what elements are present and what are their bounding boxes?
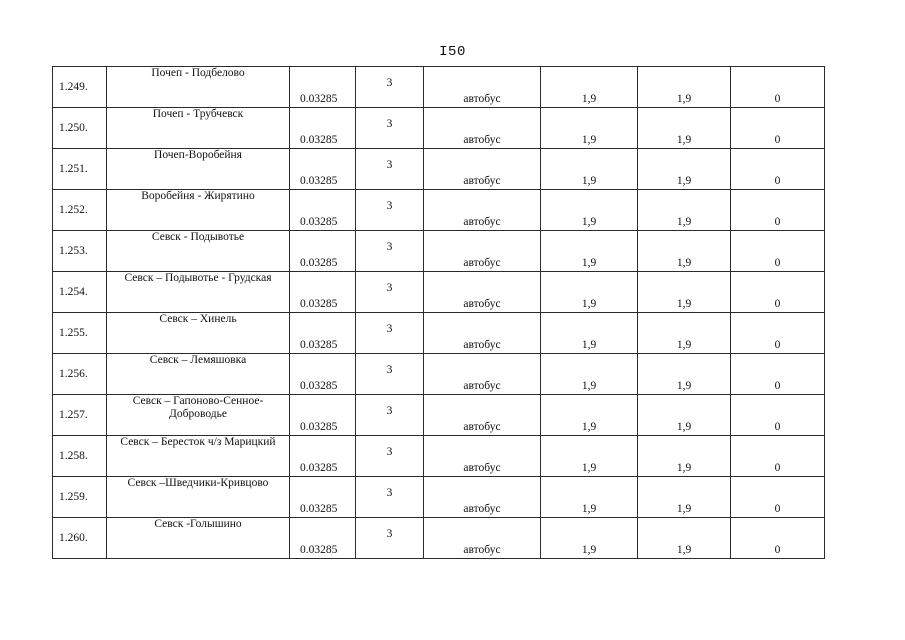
value-2: 1,9	[676, 216, 692, 228]
coefficient: 0.03285	[300, 380, 338, 392]
class-cell	[356, 477, 424, 518]
value-1: 1,9	[581, 339, 597, 351]
vehicle-class: 3	[386, 282, 393, 294]
value-3: 0	[774, 216, 781, 228]
value-3-cell	[731, 149, 825, 190]
transport-type-cell	[424, 518, 541, 559]
table-row	[53, 436, 825, 477]
table-row	[53, 231, 825, 272]
value-2-cell	[638, 354, 731, 395]
value-1: 1,9	[581, 93, 597, 105]
value-2: 1,9	[676, 257, 692, 269]
coefficient-cell	[290, 67, 356, 108]
class-cell	[356, 518, 424, 559]
value-3: 0	[774, 134, 781, 146]
value-3: 0	[774, 462, 781, 474]
value-3-cell	[731, 477, 825, 518]
transport-type: автобус	[463, 503, 501, 515]
value-2-cell	[638, 477, 731, 518]
vehicle-class: 3	[386, 446, 393, 458]
value-2: 1,9	[676, 380, 692, 392]
transport-type: автобус	[463, 216, 501, 228]
coefficient-cell	[290, 108, 356, 149]
class-cell	[356, 436, 424, 477]
class-cell	[356, 108, 424, 149]
vehicle-class: 3	[386, 77, 393, 89]
route-name: Севск -Голышино	[154, 518, 242, 530]
value-3-cell	[731, 67, 825, 108]
value-3: 0	[774, 298, 781, 310]
route-name-cell	[107, 149, 290, 190]
vehicle-class: 3	[386, 364, 393, 376]
value-1-cell	[541, 436, 638, 477]
route-name-cell	[107, 354, 290, 395]
transport-type: автобус	[463, 380, 501, 392]
route-name-cell	[107, 231, 290, 272]
transport-type-cell	[424, 395, 541, 436]
coefficient: 0.03285	[300, 257, 338, 269]
value-3: 0	[774, 339, 781, 351]
value-2-cell	[638, 395, 731, 436]
table-row	[53, 190, 825, 231]
transport-type: автобус	[463, 93, 501, 105]
value-3-cell	[731, 518, 825, 559]
row-number: 1.251.	[59, 163, 88, 175]
value-1: 1,9	[581, 503, 597, 515]
value-2: 1,9	[676, 298, 692, 310]
row-number-cell	[53, 313, 107, 354]
value-1: 1,9	[581, 175, 597, 187]
route-name-cell	[107, 395, 290, 436]
value-2: 1,9	[676, 503, 692, 515]
value-3-cell	[731, 272, 825, 313]
row-number: 1.252.	[59, 204, 88, 216]
row-number: 1.255.	[59, 327, 88, 339]
row-number: 1.260.	[59, 532, 88, 544]
row-number: 1.258.	[59, 450, 88, 462]
value-2: 1,9	[676, 93, 692, 105]
coefficient: 0.03285	[300, 134, 338, 146]
value-1-cell	[541, 518, 638, 559]
transport-type: автобус	[463, 257, 501, 269]
value-2-cell	[638, 67, 731, 108]
value-3: 0	[774, 380, 781, 392]
value-1-cell	[541, 354, 638, 395]
table-row	[53, 67, 825, 108]
value-3-cell	[731, 354, 825, 395]
class-cell	[356, 354, 424, 395]
table-row	[53, 395, 825, 436]
vehicle-class: 3	[386, 528, 393, 540]
route-name: Почеп - Трубчевск	[152, 108, 244, 120]
value-2: 1,9	[676, 462, 692, 474]
value-1-cell	[541, 272, 638, 313]
value-1: 1,9	[581, 380, 597, 392]
transport-type: автобус	[463, 544, 501, 556]
route-name-cell	[107, 67, 290, 108]
coefficient-cell	[290, 190, 356, 231]
value-1-cell	[541, 231, 638, 272]
value-3-cell	[731, 436, 825, 477]
value-1-cell	[541, 313, 638, 354]
row-number-cell	[53, 436, 107, 477]
transport-type-cell	[424, 477, 541, 518]
class-cell	[356, 149, 424, 190]
transport-type-cell	[424, 190, 541, 231]
coefficient: 0.03285	[300, 339, 338, 351]
transport-type: автобус	[463, 175, 501, 187]
coefficient-cell	[290, 477, 356, 518]
value-1-cell	[541, 395, 638, 436]
route-name: Почеп-Воробейня	[154, 149, 242, 161]
value-3: 0	[774, 257, 781, 269]
row-number: 1.254.	[59, 286, 88, 298]
value-3: 0	[774, 503, 781, 515]
row-number-cell	[53, 190, 107, 231]
route-name-cell	[107, 272, 290, 313]
coefficient-cell	[290, 272, 356, 313]
transport-type: автобус	[463, 134, 501, 146]
class-cell	[356, 67, 424, 108]
coefficient: 0.03285	[300, 421, 338, 433]
value-2: 1,9	[676, 134, 692, 146]
route-name: Севск – Лемяшовка	[149, 354, 247, 366]
route-name: Севск – Хинель	[159, 313, 237, 325]
transport-type-cell	[424, 108, 541, 149]
table-row	[53, 149, 825, 190]
coefficient: 0.03285	[300, 544, 338, 556]
value-1-cell	[541, 67, 638, 108]
value-3-cell	[731, 395, 825, 436]
transport-type: автобус	[463, 298, 501, 310]
class-cell	[356, 190, 424, 231]
value-1: 1,9	[581, 421, 597, 433]
table-row	[53, 108, 825, 149]
row-number: 1.250.	[59, 122, 88, 134]
value-2-cell	[638, 313, 731, 354]
coefficient-cell	[290, 518, 356, 559]
value-2: 1,9	[676, 339, 692, 351]
transport-type-cell	[424, 354, 541, 395]
coefficient-cell	[290, 395, 356, 436]
transport-type: автобус	[463, 462, 501, 474]
value-1: 1,9	[581, 216, 597, 228]
transport-type: автобус	[463, 421, 501, 433]
row-number-cell	[53, 231, 107, 272]
value-2: 1,9	[676, 544, 692, 556]
route-name-cell	[107, 190, 290, 231]
row-number-cell	[53, 477, 107, 518]
route-name: Севск – Бересток ч/з Марицкий	[120, 436, 276, 448]
value-1-cell	[541, 108, 638, 149]
vehicle-class: 3	[386, 159, 393, 171]
value-2-cell	[638, 190, 731, 231]
table-body	[53, 67, 825, 559]
transport-type-cell	[424, 231, 541, 272]
value-1: 1,9	[581, 298, 597, 310]
value-1-cell	[541, 477, 638, 518]
row-number: 1.253.	[59, 245, 88, 257]
route-name-cell	[107, 518, 290, 559]
value-2-cell	[638, 108, 731, 149]
table-row	[53, 313, 825, 354]
value-3: 0	[774, 544, 781, 556]
transport-type-cell	[424, 313, 541, 354]
page-number: I50	[439, 44, 466, 60]
route-name: Севск – Гапоново-Сенное-Доброводье	[132, 395, 264, 420]
value-2-cell	[638, 231, 731, 272]
row-number-cell	[53, 395, 107, 436]
coefficient-cell	[290, 313, 356, 354]
row-number: 1.257.	[59, 409, 88, 421]
class-cell	[356, 395, 424, 436]
value-2-cell	[638, 518, 731, 559]
coefficient-cell	[290, 436, 356, 477]
value-2: 1,9	[676, 175, 692, 187]
value-2-cell	[638, 272, 731, 313]
value-1-cell	[541, 190, 638, 231]
coefficient: 0.03285	[300, 298, 338, 310]
value-3-cell	[731, 190, 825, 231]
table-row	[53, 272, 825, 313]
value-3: 0	[774, 175, 781, 187]
coefficient: 0.03285	[300, 216, 338, 228]
coefficient: 0.03285	[300, 93, 338, 105]
coefficient: 0.03285	[300, 175, 338, 187]
transport-type: автобус	[463, 339, 501, 351]
row-number-cell	[53, 149, 107, 190]
value-3-cell	[731, 231, 825, 272]
route-name-cell	[107, 477, 290, 518]
row-number-cell	[53, 354, 107, 395]
transport-type-cell	[424, 149, 541, 190]
table-row	[53, 518, 825, 559]
value-3: 0	[774, 421, 781, 433]
route-name-cell	[107, 108, 290, 149]
value-2-cell	[638, 149, 731, 190]
vehicle-class: 3	[386, 200, 393, 212]
route-name-cell	[107, 436, 290, 477]
value-2: 1,9	[676, 421, 692, 433]
route-name: Севск –Шведчики-Кривцово	[127, 477, 269, 489]
class-cell	[356, 313, 424, 354]
coefficient-cell	[290, 354, 356, 395]
vehicle-class: 3	[386, 241, 393, 253]
transport-type-cell	[424, 272, 541, 313]
value-3: 0	[774, 93, 781, 105]
transport-type-cell	[424, 67, 541, 108]
table-row	[53, 354, 825, 395]
coefficient: 0.03285	[300, 462, 338, 474]
value-1: 1,9	[581, 544, 597, 556]
route-name: Севск – Подывотье - Грудская	[124, 272, 272, 284]
coefficient-cell	[290, 149, 356, 190]
route-name: Севск - Подывотье	[151, 231, 245, 243]
value-3-cell	[731, 108, 825, 149]
row-number-cell	[53, 518, 107, 559]
value-1: 1,9	[581, 257, 597, 269]
row-number-cell	[53, 108, 107, 149]
value-1-cell	[541, 149, 638, 190]
class-cell	[356, 231, 424, 272]
route-name-cell	[107, 313, 290, 354]
value-3-cell	[731, 313, 825, 354]
row-number: 1.256.	[59, 368, 88, 380]
table-row	[53, 477, 825, 518]
row-number-cell	[53, 272, 107, 313]
value-1: 1,9	[581, 462, 597, 474]
vehicle-class: 3	[386, 118, 393, 130]
row-number: 1.249.	[59, 81, 88, 93]
class-cell	[356, 272, 424, 313]
value-2-cell	[638, 436, 731, 477]
vehicle-class: 3	[386, 405, 393, 417]
route-name: Почеп - Подбелово	[151, 67, 245, 79]
routes-table	[52, 66, 825, 559]
row-number: 1.259.	[59, 491, 88, 503]
transport-type-cell	[424, 436, 541, 477]
coefficient: 0.03285	[300, 503, 338, 515]
route-name: Воробейня - Жирятино	[141, 190, 255, 202]
vehicle-class: 3	[386, 487, 393, 499]
value-1: 1,9	[581, 134, 597, 146]
coefficient-cell	[290, 231, 356, 272]
vehicle-class: 3	[386, 323, 393, 335]
row-number-cell	[53, 67, 107, 108]
